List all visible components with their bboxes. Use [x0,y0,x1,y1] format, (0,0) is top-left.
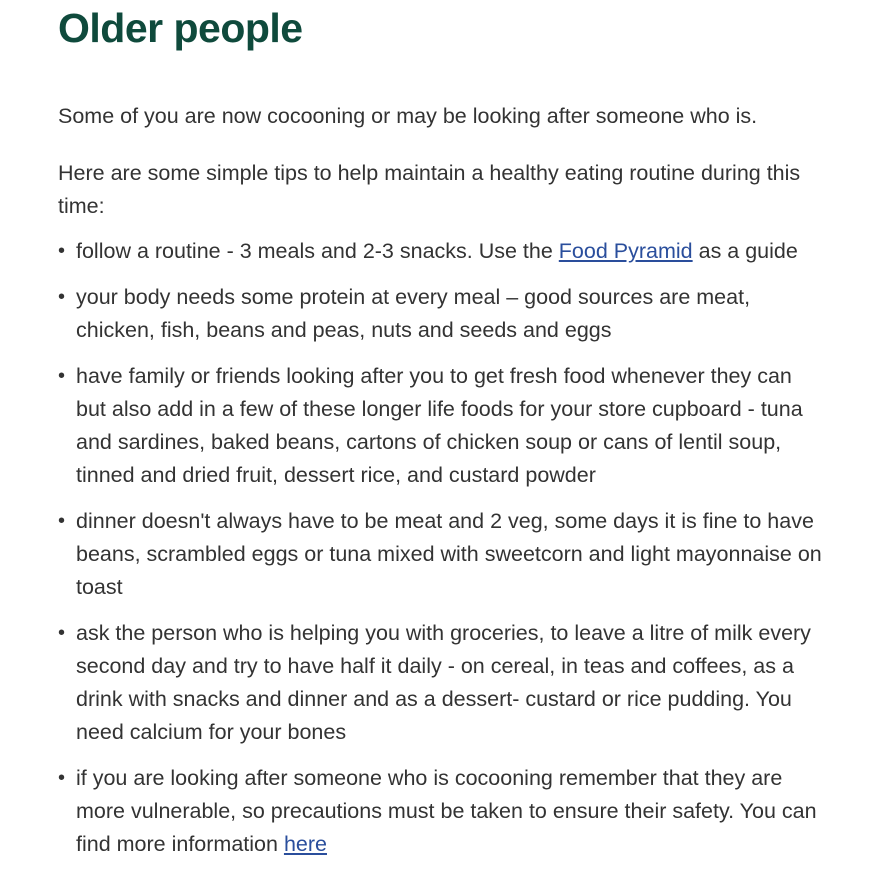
tip-item-routine [58,235,826,268]
tips-intro-paragraph: Here are some simple tips to help maintain a healthy eating routine during this time: [58,161,801,218]
more-information-link[interactable]: here [283,832,327,856]
tip-text: have family or friends looking after you to get fresh food whenever they can but also add in a few of these longer life foods for your store cupboard - tuna and sardines, baked beans, cartons of chicken soup or cans of lentil soup, tinned and dried fruit, dessert rice, and custard powder [76,364,803,487]
tip-item-protein [58,281,826,347]
bullet-icon: • [58,240,66,262]
tip-item-milk [58,617,826,749]
tips-list [58,235,826,861]
tip-text: dinner doesn't always have to be meat and 2 veg, some days it is fine to have beans, scrambled eggs or tuna mixed with sweetcorn and light mayonnaise on toast [76,509,822,599]
bullet-icon: • [58,286,66,308]
intro-paragraph: Some of you are now cocooning or may be looking after someone who is. [58,104,758,128]
tip-item-cocooning [58,762,826,861]
bullet-icon: • [58,510,66,532]
tip-text: ask the person who is helping you with groceries, to leave a litre of milk every second day and try to have half it daily - on cereal, in teas and coffees, as a drink with snacks and dinner and as a dessert- custard or rice pudding. You need calcium for your bones [76,621,811,744]
tip-item-dinner [58,505,826,604]
bullet-icon: • [58,365,66,387]
tip-text-after: as a guide [692,239,798,263]
bullet-icon: • [58,767,66,789]
tip-text: follow a routine - 3 meals and 2-3 snacks. Use the [76,239,559,263]
page-title: Older people [58,5,303,51]
bullet-icon: • [58,622,66,644]
tip-item-store-cupboard [58,360,826,492]
tip-text: if you are looking after someone who is cocooning remember that they are more vulnerable, so precautions must be taken to ensure their safety. You can find more information [76,766,817,856]
food-pyramid-link[interactable]: Food Pyramid [558,239,693,263]
tip-text: your body needs some protein at every meal – good sources are meat, chicken, fish, beans and peas, nuts and seeds and eggs [76,285,751,342]
